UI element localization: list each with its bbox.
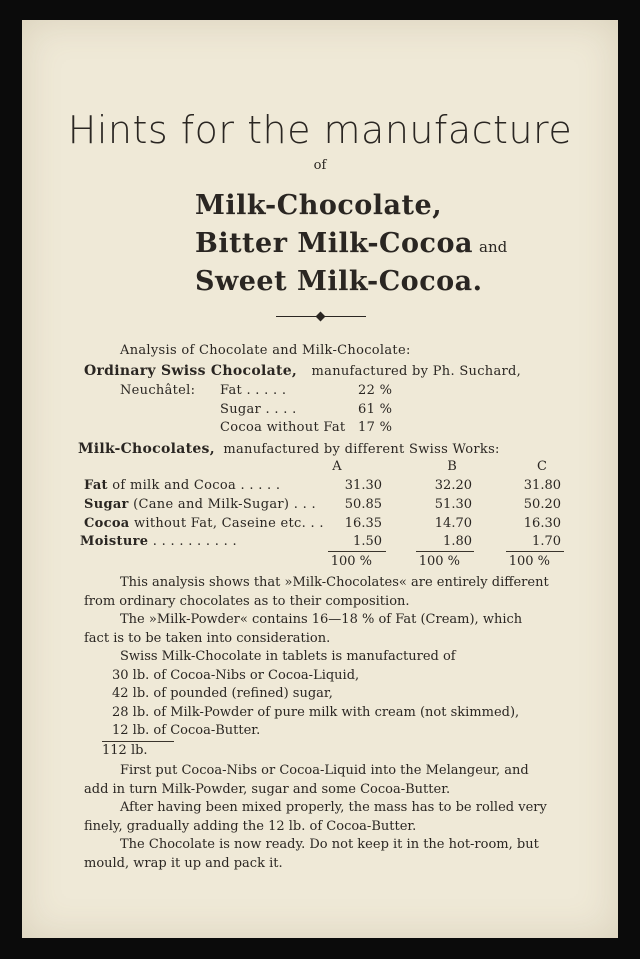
column-header: B	[447, 459, 457, 474]
table-cell: 31.30	[344, 478, 382, 493]
recipe-item: 42 lb. of pounded (refined) sugar,	[112, 686, 333, 701]
row-key: Cocoa	[84, 516, 130, 531]
table-cell: 1.70	[532, 534, 561, 549]
ordinary-row-label: Fat . . . . .	[220, 383, 287, 398]
row-rest: of milk and Cocoa . . . . .	[112, 478, 281, 493]
ordinary-line	[84, 363, 521, 379]
ornament-diamond	[316, 312, 326, 322]
milk-name: Milk-Chocolates,	[78, 441, 215, 457]
table-cell: 1.50	[353, 534, 382, 549]
table-cell: 50.85	[344, 497, 382, 512]
product-and: and	[479, 238, 508, 256]
table-total: 100 %	[418, 554, 460, 569]
paragraph-line: After having been mixed properly, the mass has to be rolled very	[120, 800, 547, 815]
table-cell: 32.20	[434, 478, 472, 493]
row-key: Sugar	[84, 497, 129, 512]
recipe-item: 30 lb. of Cocoa-Nibs or Cocoa-Liquid,	[112, 668, 360, 683]
paragraph-line: mould, wrap it up and pack it.	[84, 856, 283, 871]
product-milk-chocolate: Milk-Chocolate,	[195, 190, 443, 221]
table-cell: 50.20	[523, 497, 561, 512]
ordinary-desc: manufactured by Ph. Suchard,	[311, 364, 522, 379]
paragraph-line: add in turn Milk-Powder, sugar and some Cocoa-Butter.	[84, 782, 451, 797]
recipe-item: 28 lb. of Milk-Powder of pure milk with cream (not skimmed),	[112, 705, 520, 720]
table-cell: 16.35	[344, 516, 382, 531]
table-row-label	[80, 534, 237, 549]
sum-rule	[506, 551, 564, 552]
paragraph-line: This analysis shows that »Milk-Chocolates« are entirely different	[120, 575, 549, 590]
table-row-label	[84, 516, 324, 531]
ordinary-row-label: Sugar . . . .	[220, 402, 297, 417]
recipe-sum-rule	[102, 741, 174, 742]
sum-rule	[328, 551, 386, 552]
paragraph-line: finely, gradually adding the 12 lb. of Cocoa-Butter.	[84, 819, 417, 834]
recipe-total: 112 lb.	[102, 743, 148, 758]
row-key: Moisture	[80, 534, 149, 549]
milk-desc: manufactured by different Swiss Works:	[223, 442, 500, 457]
ordinary-name: Ordinary Swiss Chocolate,	[84, 363, 298, 379]
recipe-item: 12 lb. of Cocoa-Butter.	[112, 723, 261, 738]
paragraph-line: First put Cocoa-Nibs or Cocoa-Liquid into the Melangeur, and	[120, 763, 529, 778]
product-bitter-milk-cocoa	[195, 228, 507, 259]
title-of: of	[313, 158, 327, 173]
table-cell: 16.30	[523, 516, 561, 531]
row-rest: . . . . . . . . . .	[152, 534, 237, 549]
milk-line	[78, 441, 500, 457]
product-bitter-label: Bitter Milk-Cocoa	[195, 228, 473, 259]
sum-rule	[416, 551, 474, 552]
row-rest: without Fat, Caseine etc. . .	[133, 516, 324, 531]
row-key: Fat	[84, 478, 108, 493]
table-cell: 51.30	[434, 497, 472, 512]
column-header: C	[537, 459, 547, 474]
paragraph-line: fact is to be taken into consideration.	[84, 631, 331, 646]
product-sweet-milk-cocoa: Sweet Milk-Cocoa.	[195, 266, 483, 297]
ordinary-row-value: 22 %	[358, 383, 393, 398]
ordinary-row-value: 61 %	[358, 402, 393, 417]
ordinary-row-label: Cocoa without Fat	[220, 420, 346, 435]
document-page	[22, 20, 618, 938]
paragraph-line: The »Milk-Powder« contains 16—18 % of Fat (Cream), which	[120, 612, 523, 627]
ordinary-place: Neuchâtel:	[120, 383, 196, 398]
column-header: A	[332, 459, 342, 474]
table-row-label	[84, 478, 280, 493]
table-row-label	[84, 497, 316, 512]
paragraph-line: from ordinary chocolates as to their composition.	[84, 594, 410, 609]
table-cell: 14.70	[434, 516, 472, 531]
page-title: Hints for the manufacture	[67, 108, 573, 152]
row-rest: (Cane and Milk-Sugar) . . .	[133, 497, 316, 512]
paragraph-line: The Chocolate is now ready. Do not keep it in the hot-room, but	[120, 837, 539, 852]
ordinary-row-value: 17 %	[358, 420, 393, 435]
analysis-heading: Analysis of Chocolate and Milk-Chocolate:	[120, 343, 411, 358]
table-total: 100 %	[508, 554, 550, 569]
paragraph-line: Swiss Milk-Chocolate in tablets is manufactured of	[120, 649, 456, 664]
table-cell: 1.80	[443, 534, 472, 549]
table-total: 100 %	[330, 554, 372, 569]
table-cell: 31.80	[523, 478, 561, 493]
